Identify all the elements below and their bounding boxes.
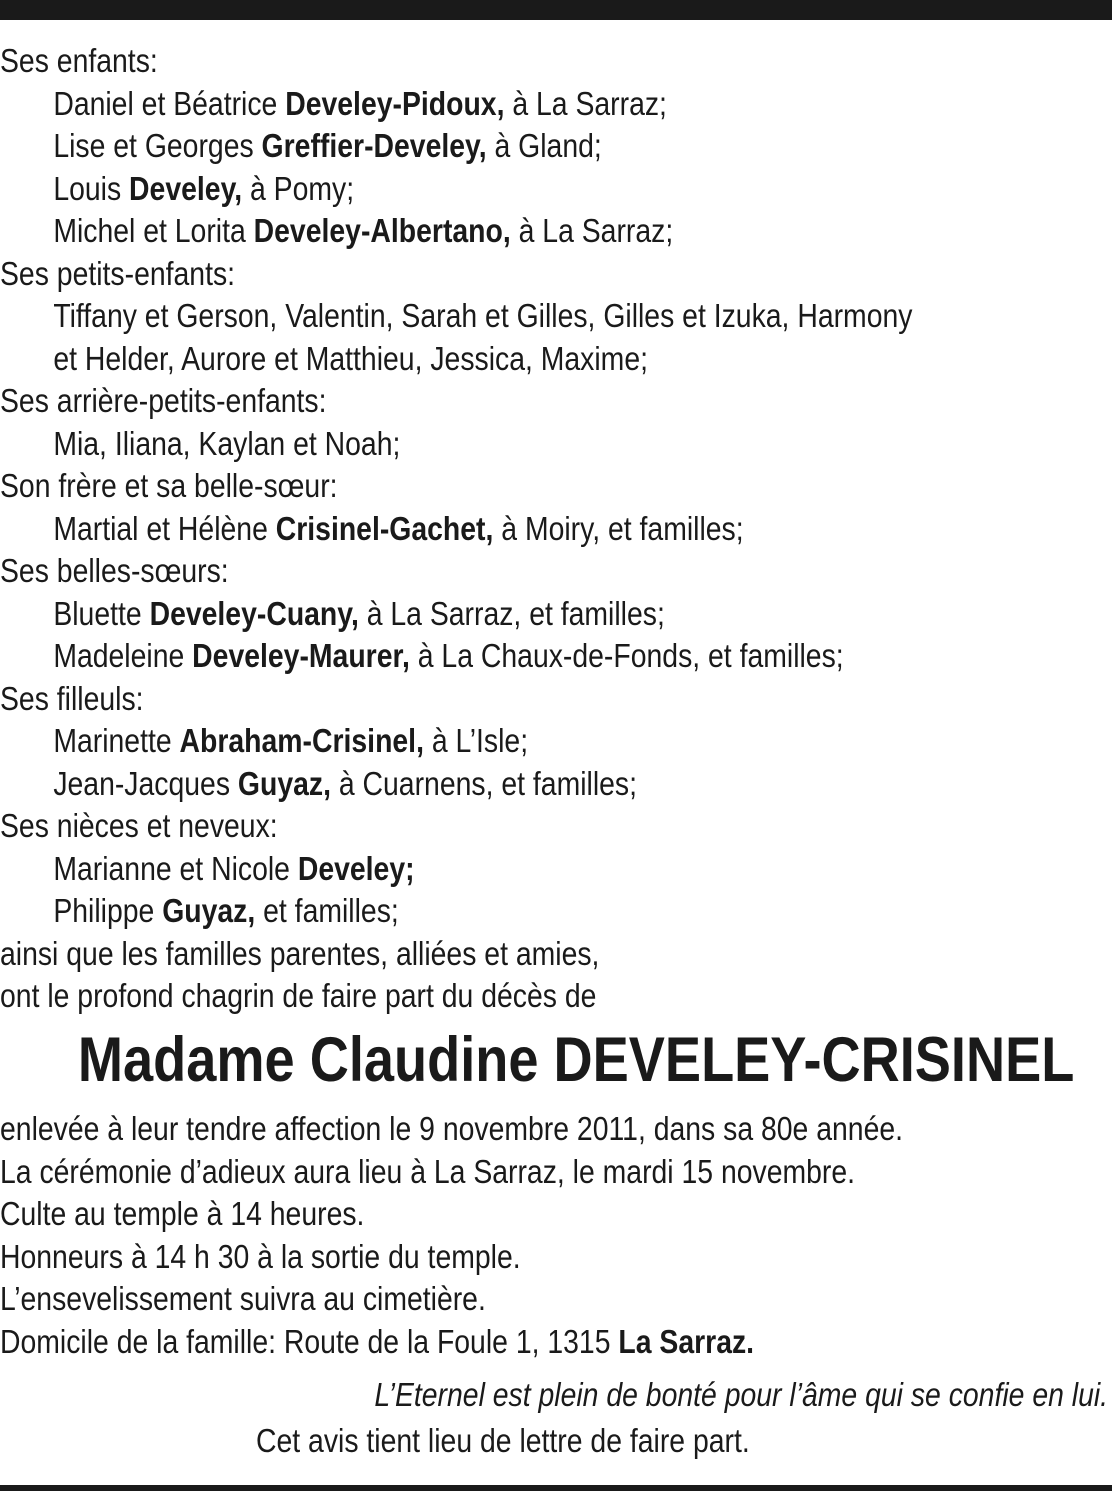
bottom-rule [0,1485,1112,1491]
list-item [0,593,956,636]
list-item [0,890,956,933]
given-names: Jean-Jacques [53,764,238,802]
detail-line: enlevée à leur tendre affection le 9 novembre 2011, dans sa 80e année. [0,1110,904,1147]
section-heading-godchildren: Ses filleuls: [0,679,144,717]
closing-line: ont le profond chagrin de faire part du décès de [0,977,597,1014]
list-item [0,720,956,763]
family-name: Greffier-Develey, [261,127,487,164]
list-item [0,848,956,891]
list-item [0,635,956,678]
location: à Gland; [486,127,602,164]
family-name: Guyaz, [162,892,256,929]
location: à La Sarraz; [504,84,667,122]
given-names: Martial et Hélène [53,509,276,547]
detail-line: La cérémonie d’adieux aura lieu à La Sarraz, le mardi 15 novembre. [0,1152,856,1190]
family-name: Develey-Maurer, [192,637,410,674]
family-list [0,40,1112,1018]
section-heading-sisters-in-law: Ses belles-sœurs: [0,552,229,589]
domicile-address: Domicile de la famille: Route de la Foule 1, 1315 [0,1322,619,1360]
ceremony-details [0,1108,1112,1363]
location: à L’Isle; [423,722,529,759]
family-name: Develey-Cuany, [149,594,359,632]
given-names: Marinette [53,722,180,759]
list-item [0,763,956,806]
list-item [0,508,956,551]
list-item: Mia, Iliana, Kaylan et Noah; [53,424,401,462]
given-names: Louis [53,169,130,207]
given-names: Daniel et Béatrice [53,84,286,122]
location: à Pomy; [242,169,355,207]
family-name: Develey-Pidoux, [285,84,505,122]
closing-line: ainsi que les familles parentes, alliées et amies, [0,934,600,972]
given-names: Madeleine [53,637,193,674]
location: à La Sarraz; [510,212,674,249]
bible-verse: L’Eternel est plein de bonté pour l’âme qui se confie en lui. [374,1376,1108,1413]
family-name: Crisinel-Gachet, [275,509,494,547]
location: à La Chaux-de-Fonds, et familles; [409,637,844,674]
given-names: Lise et Georges [53,127,262,164]
list-item: Tiffany et Gerson, Valentin, Sarah et Gilles, Gilles et Izuka, Harmony [53,297,913,334]
given-names: Philippe [53,892,163,929]
list-item [0,125,956,168]
section-heading-nieces: Ses nièces et neveux: [0,807,278,844]
given-names: Marianne et Nicole [53,849,298,887]
list-item [0,168,956,211]
section-heading-brother: Son frère et sa belle-sœur: [0,467,338,504]
family-name: Develey, [129,169,243,207]
section-heading-children: Ses enfants: [0,42,158,79]
list-item [0,83,956,126]
family-name: Develey; [297,849,415,887]
domicile-line [0,1321,956,1364]
domicile-town: La Sarraz. [618,1322,755,1360]
family-name: Abraham-Crisinel, [179,722,424,759]
notice-line: Cet avis tient lieu de lettre de faire part. [256,1422,750,1459]
section-heading-great-grandchildren: Ses arrière-petits-enfants: [0,382,327,419]
list-item: et Helder, Aurore et Matthieu, Jessica, Maxime; [53,339,648,377]
given-names: Michel et Lorita [53,212,254,249]
detail-line: Culte au temple à 14 heures. [0,1195,365,1232]
detail-line: Honneurs à 14 h 30 à la sortie du temple. [0,1237,521,1275]
deceased-name: Madame Claudine DEVELEY-CRISINEL [77,1025,1075,1095]
given-names: Bluette [53,594,150,632]
section-heading-grandchildren: Ses petits-enfants: [0,254,236,292]
location: et familles; [255,892,399,929]
family-name: Guyaz, [237,764,331,802]
top-rule [0,0,1112,20]
list-item [0,210,956,253]
location: à La Sarraz, et familles; [358,594,665,632]
detail-line: L’ensevelissement suivra au cimetière. [0,1280,486,1317]
location: à Cuarnens, et familles; [330,764,637,802]
family-name: Develey-Albertano, [253,212,511,249]
location: à Moiry, et familles; [493,509,744,547]
